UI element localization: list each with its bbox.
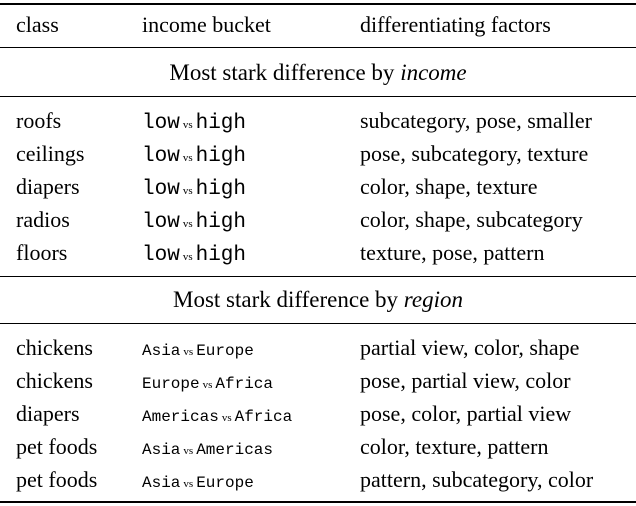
row-class: chickens (16, 368, 93, 393)
top-rule (0, 3, 636, 5)
bucket-b: high (195, 244, 247, 267)
vs-label: vs (183, 478, 194, 490)
region-section-rule (0, 323, 636, 324)
bucket-a: low (142, 244, 180, 267)
region-title-emph: region (403, 287, 463, 312)
row-class: diapers (16, 401, 80, 426)
income-section-rule (0, 96, 636, 97)
income-title-prefix: Most stark difference by (169, 60, 401, 85)
table-row (0, 104, 636, 137)
header-rule (0, 47, 636, 48)
bucket-b: high (195, 211, 247, 234)
table-row (0, 430, 636, 463)
bucket-b: Americas (196, 441, 273, 459)
bucket-a: Asia (142, 441, 181, 459)
row-class: ceilings (16, 141, 85, 166)
region-section-title (0, 284, 636, 316)
row-bucket (142, 236, 246, 274)
vs-label: vs (221, 412, 232, 424)
row-factors: pattern, subcategory, color (360, 467, 594, 492)
bucket-a: Asia (142, 474, 181, 492)
row-class: radios (16, 207, 70, 232)
table-row (0, 170, 636, 203)
bucket-b: Europe (196, 342, 254, 360)
header-class: class (16, 12, 59, 37)
bucket-a: low (142, 178, 180, 201)
table-row (0, 203, 636, 236)
row-factors: color, shape, subcategory (360, 207, 583, 232)
region-title-prefix: Most stark difference by (173, 287, 404, 312)
vs-label: vs (183, 346, 194, 358)
bucket-a: low (142, 211, 180, 234)
row-factors: pose, subcategory, texture (360, 141, 589, 166)
bucket-b: high (195, 145, 247, 168)
bucket-b: Europe (196, 474, 254, 492)
header-income-bucket: income bucket (142, 12, 271, 37)
vs-label: vs (182, 119, 193, 131)
table-row (0, 236, 636, 269)
vs-label: vs (182, 251, 193, 263)
row-factors: pose, partial view, color (360, 368, 571, 393)
row-class: pet foods (16, 434, 98, 459)
table-row (0, 364, 636, 397)
table-row (0, 137, 636, 170)
bucket-a: low (142, 112, 180, 135)
row-factors: texture, pose, pattern (360, 240, 545, 265)
vs-label: vs (202, 379, 213, 391)
header-differentiating-factors: differentiating factors (360, 12, 551, 37)
vs-label: vs (182, 152, 193, 164)
mid-rule (0, 276, 636, 277)
table-row (0, 463, 636, 496)
row-factors: color, shape, texture (360, 174, 538, 199)
vs-label: vs (182, 218, 193, 230)
bucket-a: Americas (142, 408, 219, 426)
row-class: floors (16, 240, 68, 265)
table-row (0, 397, 636, 430)
bucket-b: Africa (234, 408, 293, 426)
bucket-a: Asia (142, 342, 181, 360)
row-factors: subcategory, pose, smaller (360, 108, 592, 133)
bucket-b: high (195, 112, 247, 135)
bucket-b: Africa (215, 375, 273, 393)
income-section-title (0, 57, 636, 89)
row-factors: partial view, color, shape (360, 335, 580, 360)
row-class: chickens (16, 335, 93, 360)
row-factors: pose, color, partial view (360, 401, 572, 426)
bucket-b: high (195, 178, 247, 201)
income-title-emph: income (400, 60, 467, 85)
bottom-rule (0, 501, 636, 503)
table-row (0, 331, 636, 364)
row-bucket (142, 463, 254, 501)
row-factors: color, texture, pattern (360, 434, 549, 459)
vs-label: vs (182, 185, 193, 197)
vs-label: vs (183, 445, 194, 457)
row-class: diapers (16, 174, 80, 199)
bucket-a: low (142, 145, 180, 168)
row-class: roofs (16, 108, 62, 133)
bucket-a: Europe (142, 375, 200, 393)
row-class: pet foods (16, 467, 98, 492)
header-row (0, 8, 636, 41)
